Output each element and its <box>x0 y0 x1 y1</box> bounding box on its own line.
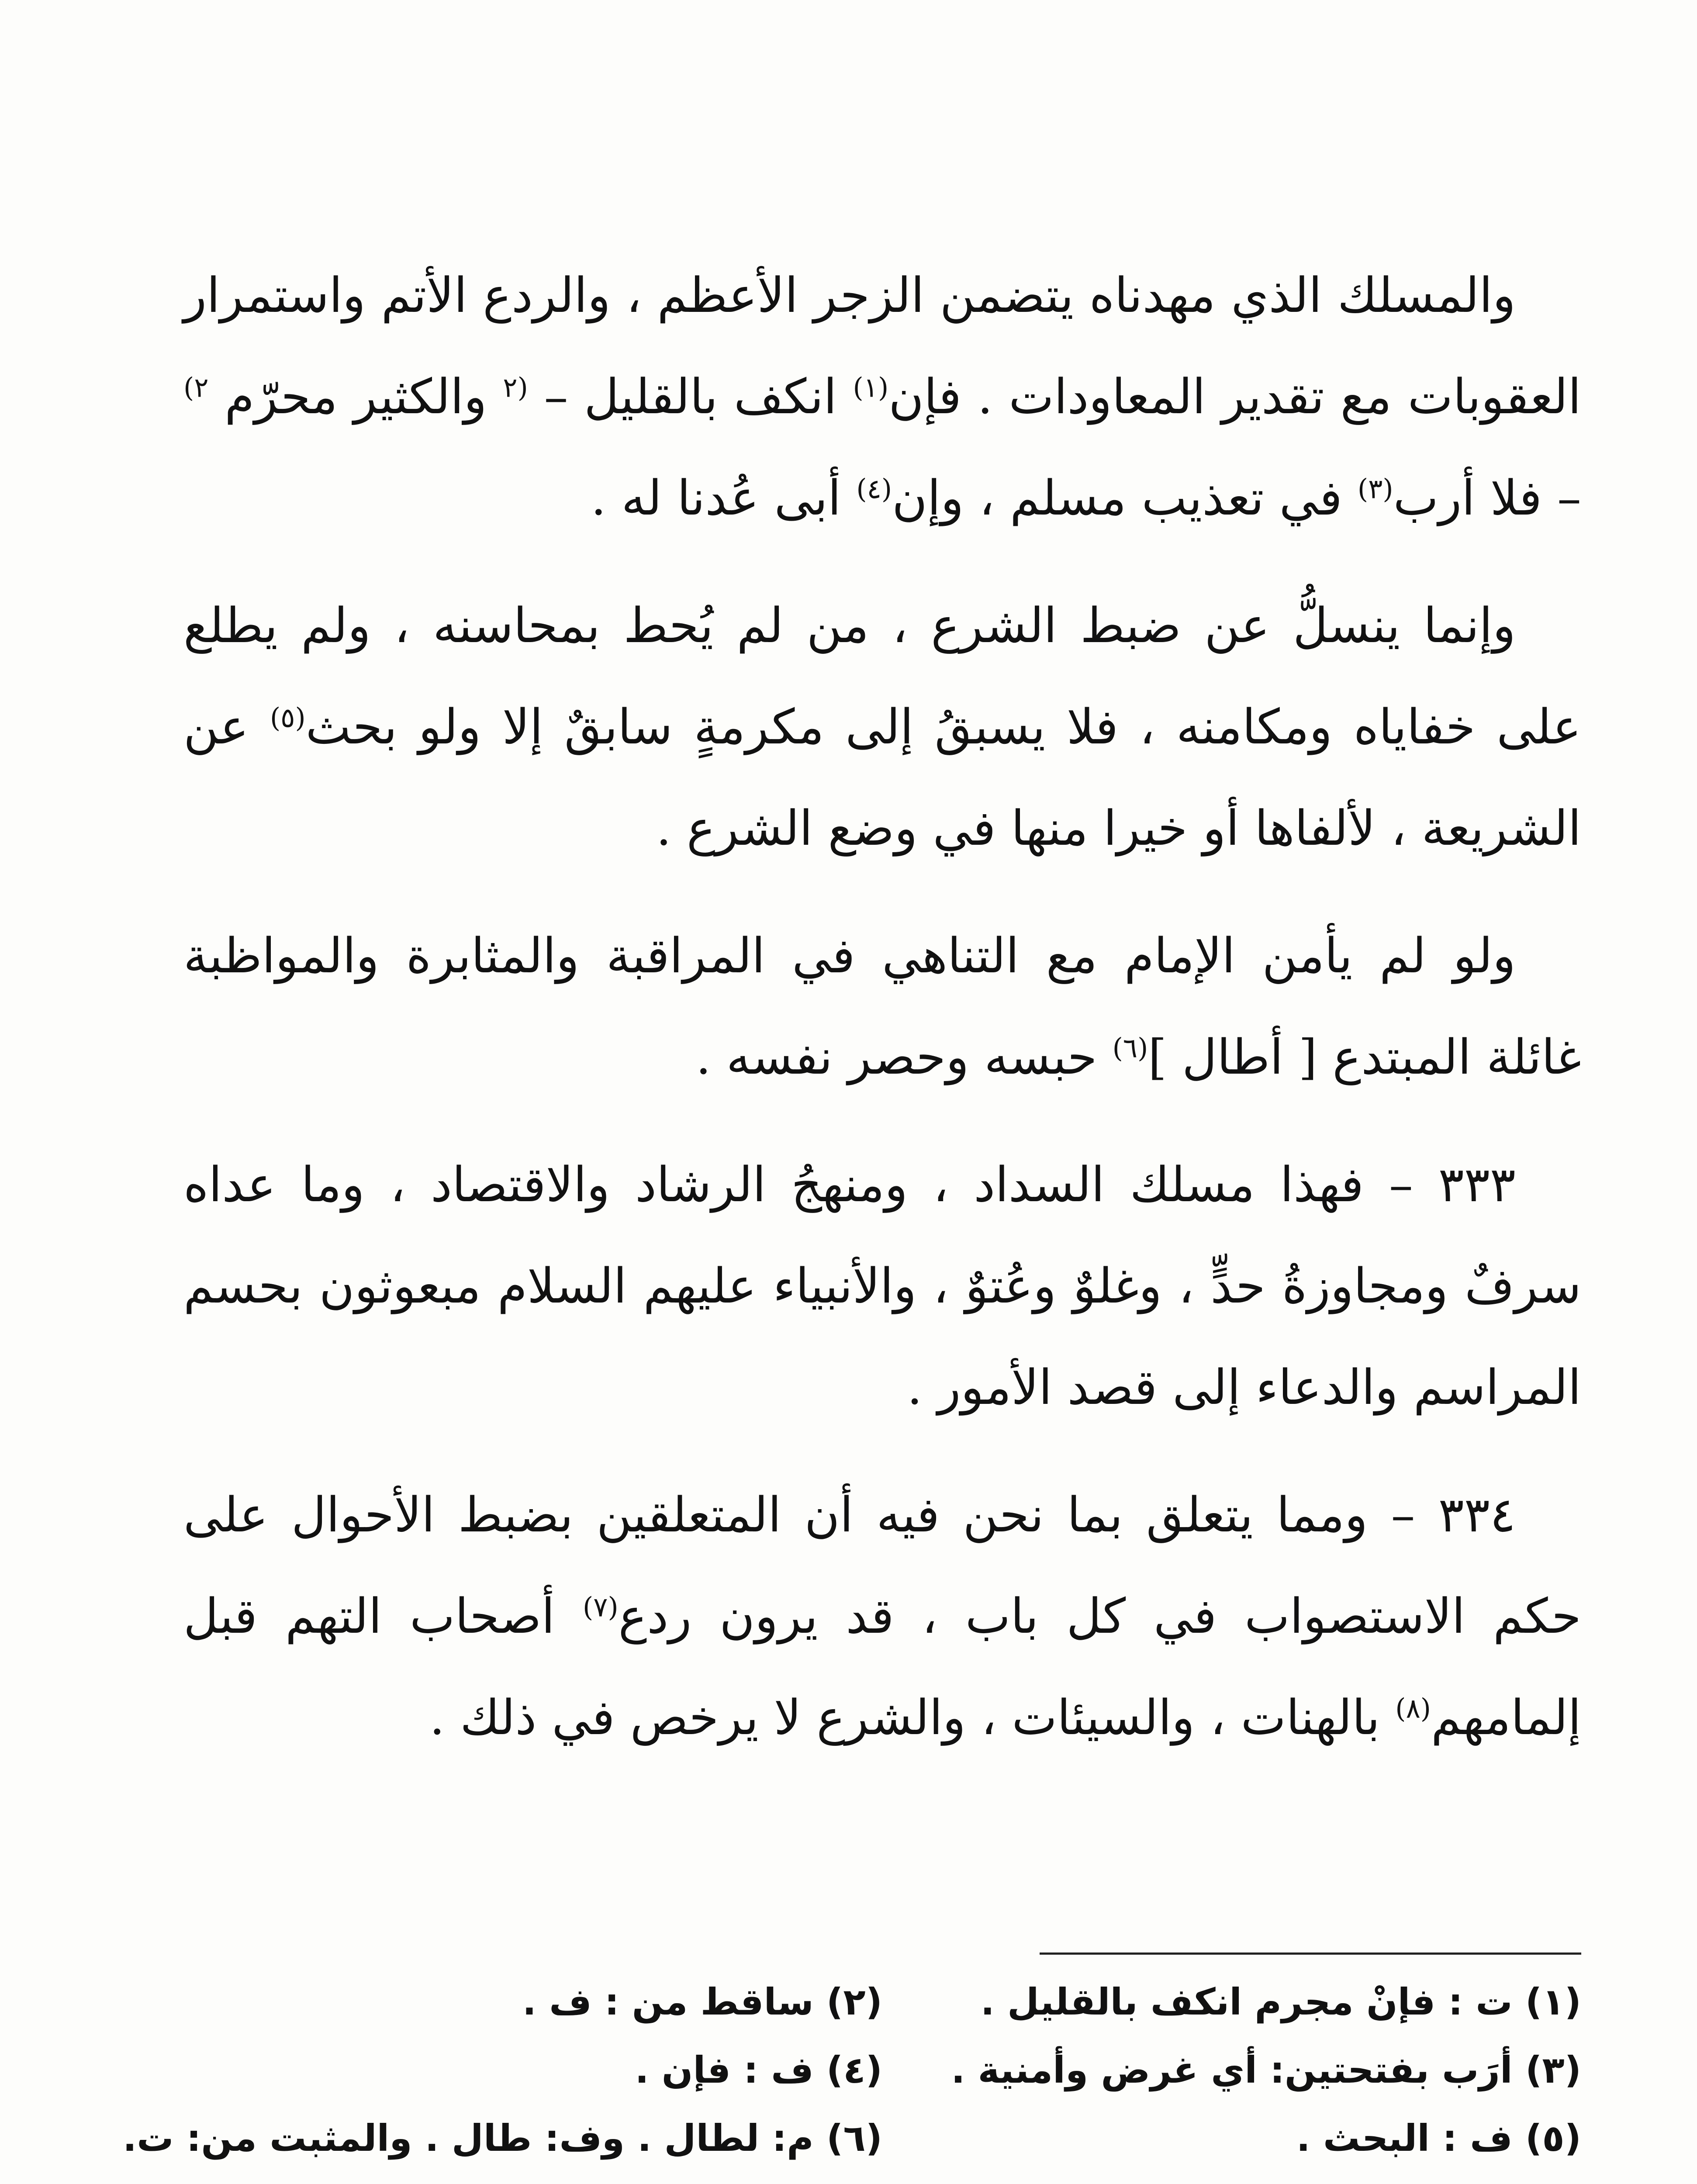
paragraph-3 <box>183 905 1581 1108</box>
paragraph-1-text-6: أبى عُدنا له . <box>591 470 857 526</box>
footnote-row <box>123 2104 1581 2172</box>
paragraph-334-text-3: بالهنات ، والسيئات ، والشرع لا يرخص في ذلك . <box>429 1690 1396 1745</box>
footnote-divider <box>1040 1952 1581 1955</box>
paragraph-1 <box>183 245 1581 549</box>
footnote-ref-3[interactable]: (٣) <box>1357 473 1393 505</box>
paragraph-1-text-5: في تعذيب مسلم ، وإن <box>892 470 1358 526</box>
footnote-ref-7[interactable]: (٧) <box>582 1591 619 1623</box>
footnote-7 <box>882 2172 1581 2184</box>
paragraph-3-text-2: حبسه وحصر نفسه . <box>695 1029 1113 1085</box>
footnote-4: (٤) ف : فإن . <box>635 2049 882 2091</box>
footnote-2: (٢) ساقط من : ف . <box>522 1980 882 2023</box>
footnotes <box>123 1968 1581 2184</box>
paragraph-334-text: ٣٣٤ – ومما يتعلق بما نحن فيه أن المتعلقين بضبط الأحوال على حكم الاستصواب في كل باب ، قد يرون ردع <box>183 1487 1581 1644</box>
paragraph-1-text-2: انكف بالقليل – <box>528 369 853 425</box>
footnote-8 <box>183 2172 882 2184</box>
footnote-row <box>183 2172 1581 2184</box>
footnote-row <box>183 1968 1581 2036</box>
footnote-6: (٦) م: لطال . وف: طال . والمثبت من: ت. <box>123 2117 882 2160</box>
footnote-ref-6[interactable]: (٦) <box>1112 1032 1148 1064</box>
footnote-ref-2-open[interactable]: (٢ <box>503 371 528 404</box>
footnote-ref-1[interactable]: (١) <box>853 371 889 404</box>
footnote-ref-8[interactable]: (٨) <box>1395 1692 1431 1724</box>
paragraph-334-text-2: أصحاب التهم قبل إلمامهم <box>183 1588 1581 1745</box>
paragraph-1-text-4: – فلا أرب <box>1393 470 1581 526</box>
paragraph-2 <box>183 575 1581 879</box>
footnote-row <box>183 2036 1581 2104</box>
paragraph-333 <box>183 1134 1581 1438</box>
footnote-ref-2-close[interactable]: ٢) <box>183 371 209 404</box>
footnote-3: (٣) أرَب بفتحتين: أي غرض وأمنية . <box>951 2049 1581 2091</box>
footnote-ref-5[interactable]: (٥) <box>270 702 306 734</box>
footnote-ref-4[interactable]: (٤) <box>856 473 892 505</box>
paragraph-2-text: وإنما ينسلُّ عن ضبط الشرع ، من لم يُحط بمحاسنه ، ولم يطلع على خفاياه ومكامنه ، فلا يسبقُ إلى مكرمةٍ سابقٌ إلا ولو بحث <box>183 598 1581 755</box>
paragraph-334 <box>183 1464 1581 1768</box>
paragraph-333-text: ٣٣٣ – فهذا مسلك السداد ، ومنهجُ الرشاد والاقتصاد ، وما عداه سرفٌ ومجاوزةُ حدٍّ ، وغلوٌ وعُتوٌ ، والأنبياء عليهم السلام مبعوثون بحسم المراسم والدعاء إلى قصد الأمور . <box>183 1157 1581 1415</box>
paragraph-3-text: ولو لم يأمن الإمام مع التناهي في المراقبة والمثابرة والمواظبة غائلة المبتدع [ أطال ] <box>183 928 1581 1085</box>
main-text <box>183 245 1581 1794</box>
footnote-1: (١) ت : فإنْ مجرم انكف بالقليل . <box>980 1980 1581 2023</box>
paragraph-1-text-3: والكثير محرّم <box>208 369 503 425</box>
paragraph-1-text: والمسلك الذي مهدناه يتضمن الزجر الأعظم ، والردع الأتم واستمرار العقوبات مع تقدير المعاودات . فإن <box>183 267 1581 425</box>
footnote-5: (٥) ف : البحث . <box>1296 2117 1581 2160</box>
paragraph-2-text-2: عن الشريعة ، لألفاها أو خيرا منها في وضع الشرع . <box>183 699 1581 856</box>
